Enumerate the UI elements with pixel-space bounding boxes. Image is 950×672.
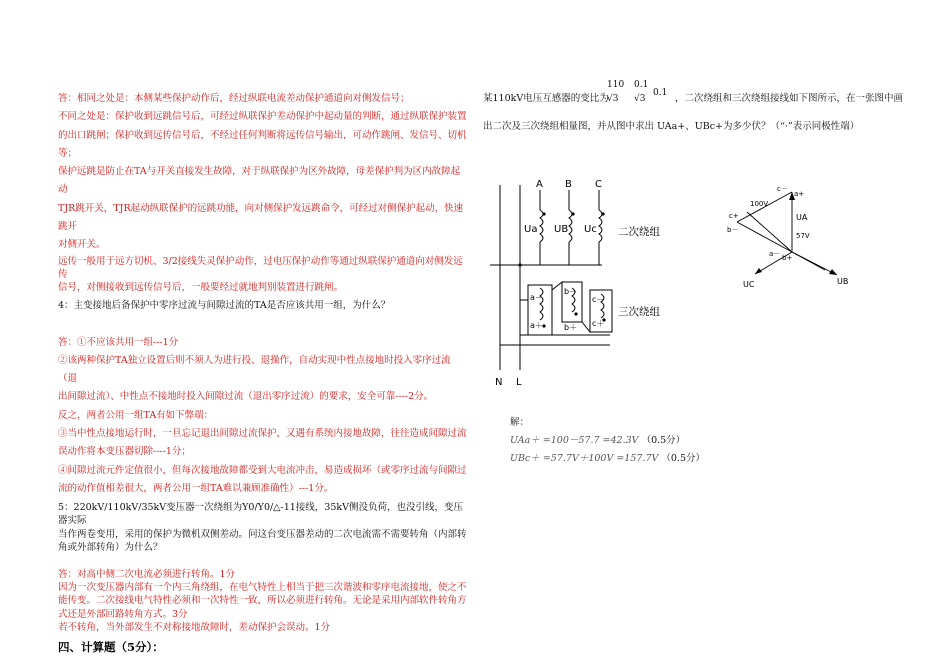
phasor-uc: UC (743, 280, 755, 289)
formula-rhs: =100－57.7 =42.3V (542, 435, 639, 446)
answer-4 (58, 334, 468, 499)
answer-line: 流的动作值相差很大，两者公用一组TA难以兼顾准确性）---1分。 (58, 482, 334, 494)
answer-line: 答：①不应该共用一组---1分 (58, 336, 179, 348)
formula-lhs: UAa＋ (510, 435, 540, 446)
phase-label-b: B (565, 179, 572, 190)
phasor-diagram (725, 180, 865, 295)
formula-score: （0.5分） (661, 453, 705, 464)
l-label: L (516, 377, 522, 388)
question-line: 角或外部转角）为什么？ (58, 541, 163, 553)
answer-line: 对侧开关。 (58, 239, 106, 251)
answer-3 (58, 90, 468, 294)
phasor-c-plus: c+ (729, 212, 739, 220)
ratio3: 0.1 (653, 88, 668, 98)
phasor-b-plus: b+ (782, 254, 793, 262)
formula-score: （0.5分） (641, 435, 686, 446)
answer-line: ②该两种保护TA独立设置后则不须人为进行投、退操作，自动实现中性点接地时投入零序过流（退 (58, 354, 451, 385)
question-line: 5：220kV/110kV/35kV变压器一次绕组为Y0/Y0/△-11接线，35kV侧没负荷，也没引线，变压器实际 (58, 502, 463, 527)
ratio-numerator: 110 (607, 80, 625, 90)
c-plus-label: c＋ (592, 319, 605, 328)
uc-label: Uc (584, 224, 597, 235)
answer-line: 若不转角，当外部发生不对称接地故障时，差动保护会误动。1分 (58, 621, 331, 633)
question-text: ，二次绕组和三次绕组接线如下图所示，在一张图中画 (675, 93, 904, 104)
left-column (58, 90, 468, 656)
answer-line: 的出口跳闸；保护收到远传信号后，不经过任何判断将远传信号输出，可动作跳闸、发信号、切机等； (58, 129, 467, 159)
formula-rhs: =57.7V＋100V =157.7V (542, 453, 659, 464)
phasor-a-minus: a－ (769, 250, 781, 258)
answer-5 (58, 568, 468, 634)
ratio-denominator: √3 (607, 94, 619, 104)
tertiary-winding-label: 三次绕组 (618, 306, 660, 318)
question-5 (58, 501, 468, 554)
phase-label-a: A (536, 179, 543, 190)
answer-line: 答：对高中侧二次电流必须进行转角。1分 (58, 569, 236, 581)
c-minus-label: c－ (592, 295, 605, 304)
answer-line: 信号，对侧接收到远传信号后，一般要经过就地判别装置进行跳闸。 (58, 282, 344, 294)
question-line: 当作两卷变用，采用的保护为微机双侧差动。问这台变压器差动的二次电流需不需要转角（内部转 (58, 528, 467, 540)
answer-line: 出间隙过流）、中性点不接地时投入间隙过流（退出零序过流）的要求，安全可靠----2分。 (58, 391, 434, 403)
section-heading: 四、计算题（5分）： (58, 640, 164, 655)
answer-line: 答：相同之处是：本侧某些保护动作后，经过纵联电流差动保护通道向对侧发信号； (58, 93, 410, 104)
a-minus-label: a－ (530, 293, 543, 302)
ua-label: Ua (524, 224, 538, 235)
phasor-a-plus: a+ (794, 190, 805, 198)
answer-line: ③当中性点接地运行时，一旦忘记退出间隙过流保护，又遇有系统内接地故障，往往造成间隙过流 (58, 428, 467, 440)
formula-lhs: UBc＋ (510, 453, 540, 464)
phasor-b-minus: b－ (727, 226, 739, 234)
ratio2-denominator: √3 (634, 94, 646, 104)
n-label: N (495, 377, 503, 388)
answer-line: 反之，两者公用一组TA有如下弊端： (58, 409, 214, 421)
phase-label-c: C (595, 179, 602, 190)
formula-uaa (510, 432, 685, 446)
phasor-c-minus: c－ (777, 185, 788, 193)
answer-line: 远传一般用于远方切机、3/2接线失灵保护动作，过电压保护动作等通过纵联保护通道向对侧发远传 (58, 255, 463, 280)
question-text: 出二次及三次绕组相量图，并从图中求出 UAa+、UBc+为多少伏？（“·”表示同极性端） (483, 121, 860, 132)
answer-line: 能传变。二次接线电气特性必须和一次特性一致，所以必须进行转角。无论是采用内部软件转角方 (58, 595, 467, 607)
ratio2-numerator: 0.1 (634, 80, 649, 90)
question-4: 4：主变接地后备保护中零序过流与间隙过流的TA是否应该共用一组，为什么？ (58, 300, 391, 312)
right-column (483, 82, 913, 136)
answer-line: 不同之处是：保护收到远跳信号后，可经过纵联保护差动保护中起动量的判断，通过纵联保护装置 (58, 111, 467, 123)
question-text: 某110kV电压互感器的变比为 (483, 93, 609, 104)
answer-line: TJR跳开关，TJR起动纵联保护的远跳功能，向对侧保护发远跳命令，可经过对侧保护起动，快速跳开 (58, 202, 464, 233)
phasor-100v: 100V (750, 200, 769, 208)
answer-line: ④间隙过流元件定值很小，但每次接地故障都受到大电流冲击，易造成损坏（或零序过流与间隙过 (58, 464, 467, 476)
secondary-winding-label: 二次绕组 (618, 226, 660, 238)
winding-circuit-diagram (480, 170, 680, 395)
phasor-ua: UA (796, 213, 808, 222)
ub-label: UB (554, 224, 569, 235)
question-calc-line1 (483, 82, 913, 104)
answer-line: 误动作将本变压器切除----1分； (58, 446, 191, 458)
solution-label: 解： (510, 417, 530, 428)
answer-line: 保护远跳是防止在TA与开关直接发生故障，对于纵联保护为区外故障，母差保护判为区内故障起动 (58, 166, 461, 196)
a-plus-label: a＋ (530, 321, 543, 330)
b-plus-label: b＋ (564, 323, 578, 332)
phasor-57v: 57V (796, 232, 810, 240)
answer-line: 式还是外部回路转角方式。3分 (58, 608, 188, 620)
phasor-ub: UB (837, 277, 849, 286)
formula-ubc (510, 450, 705, 464)
b-minus-label: b－ (564, 287, 578, 296)
answer-line: 因为一次变压器内部有一个内三角绕组，在电气特性上相当于把三次谐波和零序电流接地，使之不 (58, 582, 467, 594)
